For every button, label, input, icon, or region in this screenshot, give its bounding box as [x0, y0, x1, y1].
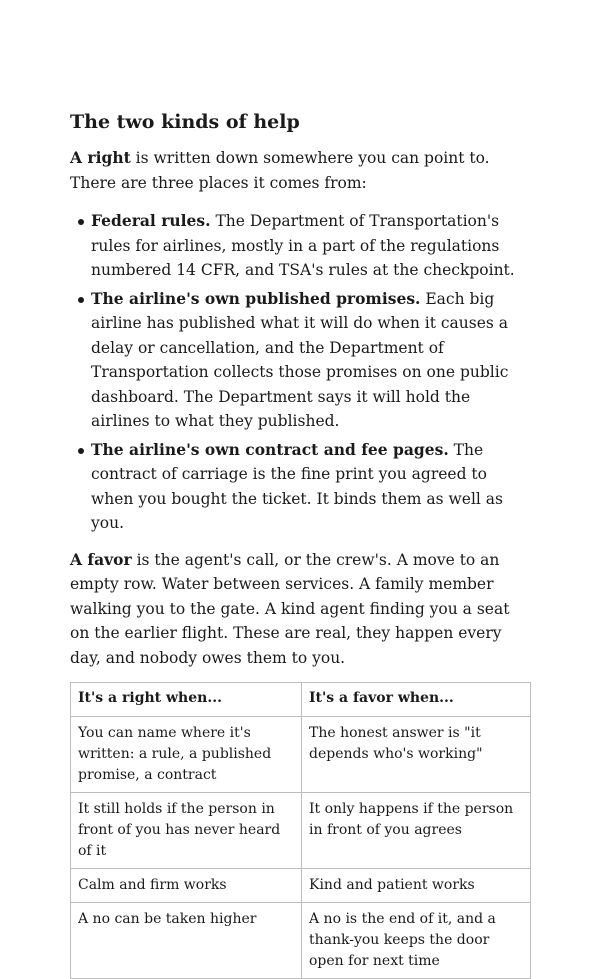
table-cell: It still holds if the person in front of you has never heard of it — [71, 793, 302, 869]
table-row — [71, 903, 531, 979]
table-cell: A no can be taken higher — [71, 903, 302, 979]
table-cell: Kind and patient works — [302, 869, 531, 903]
table-row — [71, 793, 531, 869]
table-cell: You can name where it's written: a rule, a published promise, a contract — [71, 717, 302, 793]
table-header-row — [71, 683, 531, 717]
table-cell: The honest answer is "it depends who's working" — [302, 717, 531, 793]
favor-definition — [70, 548, 530, 671]
favor-definition-text: is the agent's call, or the crew's. A move to an empty row. Water between services. A family member walking you to the gate. A kind agent finding you a seat on the earlier flight. These are real, they happen every day, and nobody owes them to you. — [70, 550, 510, 667]
comparison-table — [70, 682, 531, 979]
table-cell: It only happens if the person in front of you agrees — [302, 793, 531, 869]
column-header-favor: It's a favor when... — [302, 683, 531, 717]
right-term: A right — [70, 148, 131, 167]
list-item-text: The contract of carriage is the fine print you agreed to when you bought the ticket. It binds them as well as you. — [91, 440, 504, 532]
column-header-right: It's a right when... — [71, 683, 302, 717]
list-item-title: Federal rules. — [91, 211, 211, 230]
list-item-title: The airline's own contract and fee pages. — [91, 439, 449, 459]
list-item — [91, 438, 530, 536]
table-cell: Calm and firm works — [71, 869, 302, 903]
right-definition — [70, 146, 530, 195]
table-row — [71, 869, 531, 903]
table-cell: A no is the end of it, and a thank-you keeps the door open for next time — [302, 903, 531, 979]
list-item — [91, 209, 530, 283]
list-item — [91, 287, 530, 434]
favor-term: A favor — [70, 549, 132, 569]
list-item-title: The airline's own published promises. — [91, 288, 421, 308]
list-item-text: Each big airline has published what it will do when it causes a delay or cancellation, and the Department of Transportation collects those promises on one public dashboard. The Department says it will hold the airlines to what they published. — [91, 289, 509, 430]
list-item-text: The Department of Transportation's rules for airlines, mostly in a part of the regulations numbered 14 CFR, and TSA's rules at the checkpoint. — [91, 212, 515, 279]
right-sources-list — [70, 209, 530, 536]
right-definition-text: is written down somewhere you can point to. There are three places it comes from: — [70, 149, 490, 192]
table-row — [71, 717, 531, 793]
section-heading: The two kinds of help — [70, 111, 300, 133]
